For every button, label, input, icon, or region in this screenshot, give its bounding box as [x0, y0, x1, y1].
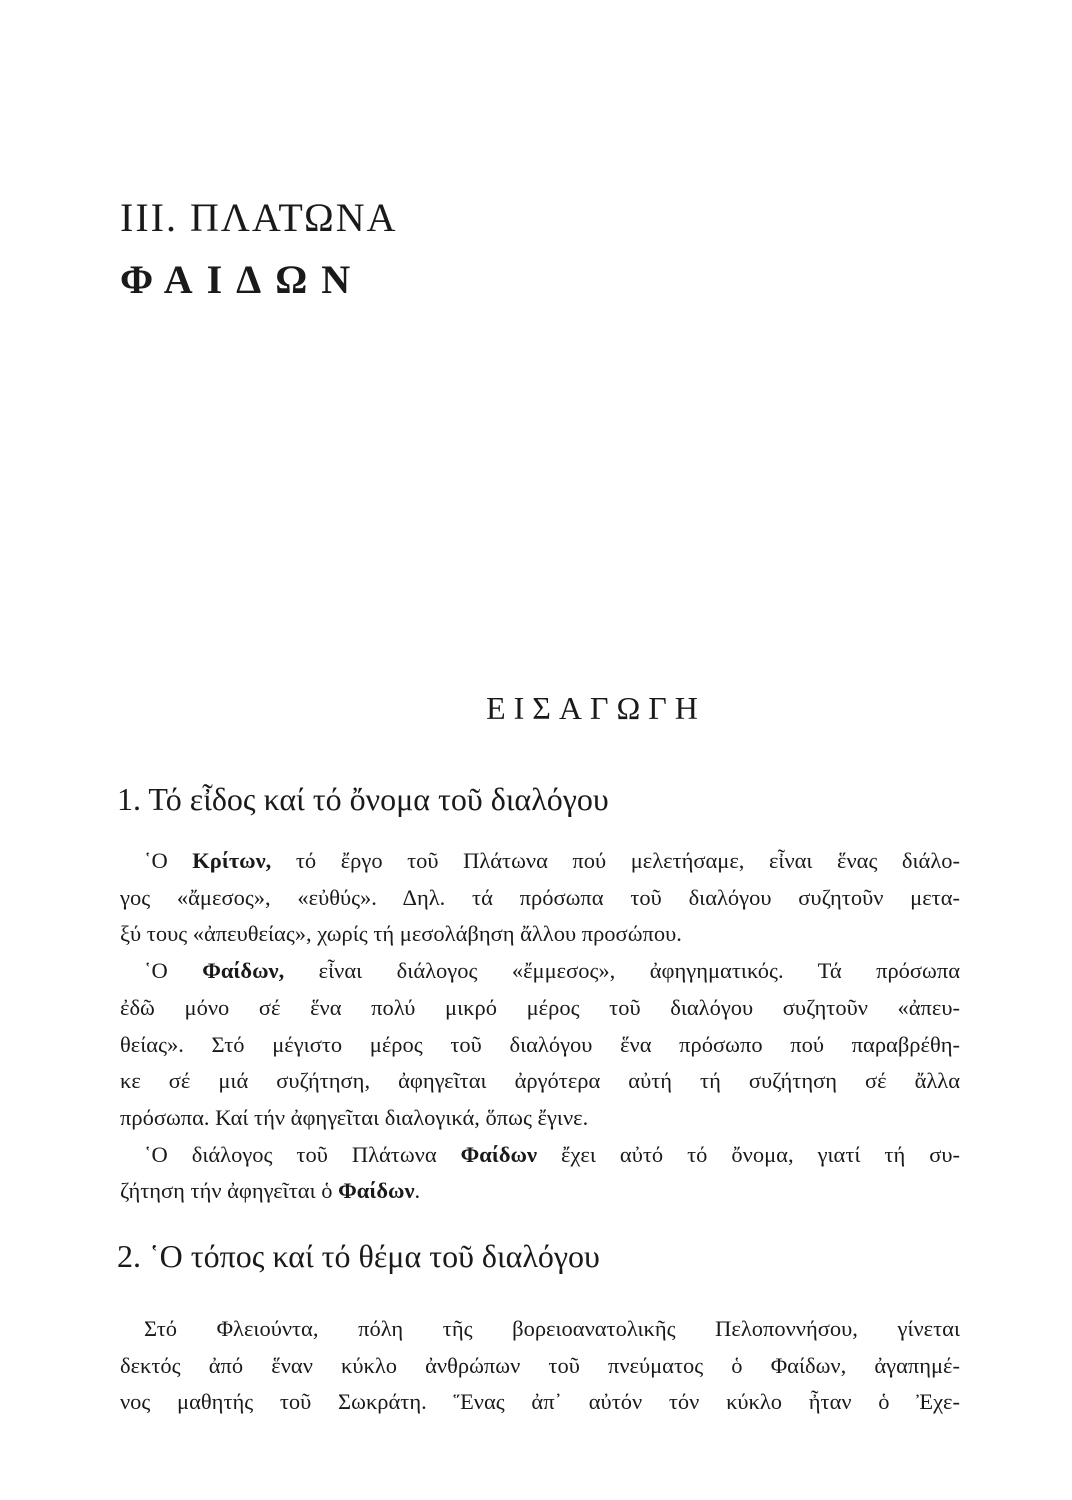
section-2-body	[120, 1311, 960, 1421]
text-line: γος «ἄμεσος», «εὐθύς». Δηλ. τά πρόσωπα τοῦ διαλόγου συζητοῦν μετα-	[120, 884, 960, 910]
text-line: κε σέ μιά συζήτηση, ἀφηγεῖται ἀργότερα αὐτή τή συζήτηση σέ ἄλλα	[120, 1068, 960, 1094]
text-line: Στό Φλειούντα, πόλη τῆς βορειοανατολικῆς Πελοποννήσου, γίνεται	[144, 1316, 960, 1341]
text-line: ῾Ο Φαίδων, εἶναι διάλογος «ἔμμεσος», ἀφηγηματικός. Τά πρόσωπα	[144, 958, 961, 984]
section-1-body	[120, 843, 960, 1210]
text-line: νος μαθητής τοῦ Σωκράτη. Ἕνας ἀπ᾽ αὐτόν τόν κύκλο ἦταν ὁ Ἐχε-	[120, 1389, 960, 1415]
text-line: πρόσωπα. Καί τήν ἀφηγεῖται διαλογικά, ὅπως ἔγινε.	[120, 1104, 589, 1130]
text-line: δεκτός ἀπό ἕναν κύκλο ἀνθρώπων τοῦ πνεύματος ὁ Φαίδων, ἀγαπημέ-	[120, 1352, 960, 1378]
introduction-heading: ΕΙΣΑΓΩΓΗ	[486, 690, 706, 726]
section-1-heading: 1. Τό εἶδος καί τό ὄνομα τοῦ διαλόγου	[117, 781, 609, 817]
chapter-title: III. ΠΛΑΤΩΝΑ	[120, 195, 398, 240]
text-line: ἐδῶ μόνο σέ ἕνα πολύ μικρό μέρος τοῦ διαλόγου συζητοῦν «ἀπευ-	[120, 994, 960, 1020]
text-line: θείας». Στό μέγιστο μέρος τοῦ διαλόγου ἕνα πρόσωπο πού παραβρέθη-	[120, 1031, 960, 1057]
text-line: ζήτηση τήν ἀφηγεῖται ὁ Φαίδων.	[120, 1178, 421, 1204]
section-2-heading: 2. ῾Ο τόπος καί τό θέμα τοῦ διαλόγου	[117, 1238, 600, 1274]
work-title: ΦΑΙΔΩΝ	[120, 257, 365, 302]
text-line: ξύ τους «ἀπευθείας», χωρίς τή μεσολάβηση ἄλλου προσώπου.	[120, 921, 682, 947]
text-line: ῾Ο διάλογος τοῦ Πλάτωνα Φαίδων ἔχει αὐτό τό ὄνομα, γιατί τή συ-	[144, 1141, 960, 1167]
text-line: ῾Ο Κρίτων, τό ἔργο τοῦ Πλάτωνα πού μελετήσαμε, εἶναι ἕνας διάλο-	[144, 848, 960, 873]
